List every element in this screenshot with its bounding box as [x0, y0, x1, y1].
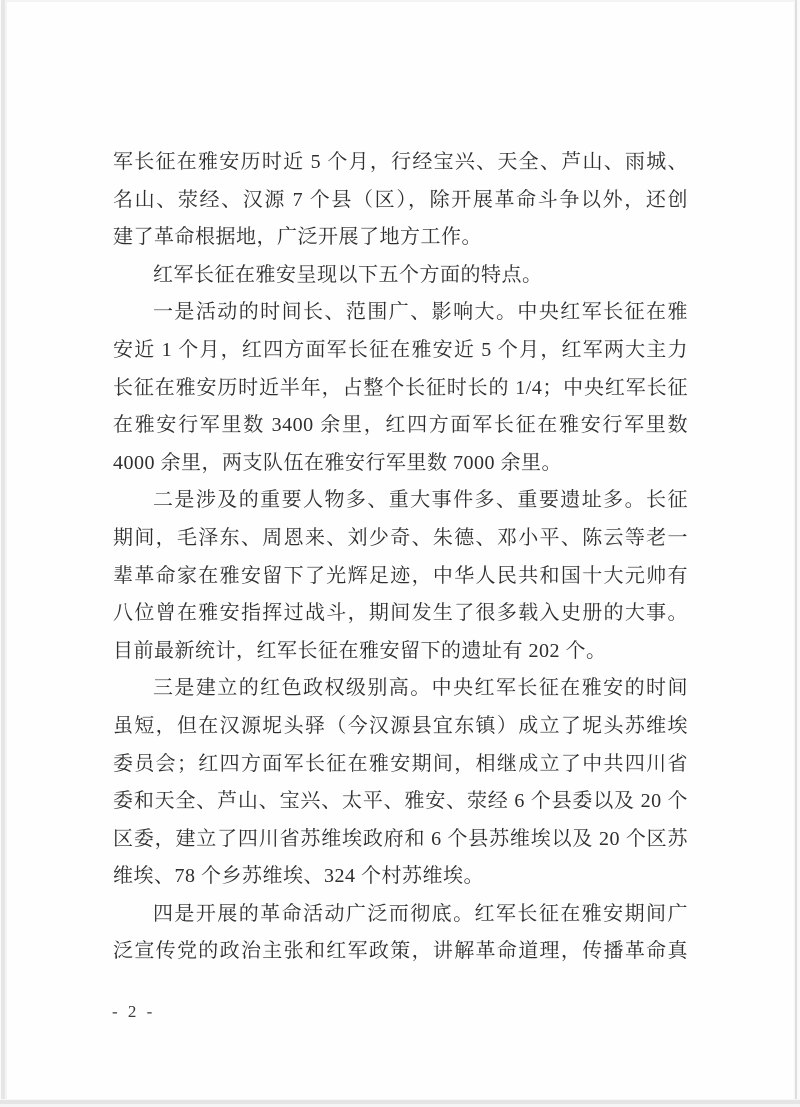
- text-line: 红军长征在雅安呈现以下五个方面的特点。: [153, 263, 543, 286]
- text-line: 二是涉及的重要人物多、重大事件多、重要遗址多。长征: [153, 489, 688, 512]
- scan-edge-right: [794, 0, 800, 1107]
- text-line: 期间，毛泽东、周恩来、刘少奇、朱德、邓小平、陈云等老一: [113, 526, 688, 549]
- page-number: - 2 -: [112, 1002, 156, 1021]
- text-line: 泛宣传党的政治主张和红军政策，讲解革命道理，传播革命真: [113, 940, 688, 963]
- scan-edge-top: [0, 0, 800, 2]
- text-line: 4000 余里，两支队伍在雅安行军里数 7000 余里。: [113, 451, 562, 474]
- text-line: 八位曾在雅安指挥过战斗，期间发生了很多载入史册的大事。: [113, 602, 688, 625]
- text-line: 三是建立的红色政权级别高。中央红军长征在雅安的时间: [153, 677, 688, 700]
- text-line: 长征在雅安历时近半年，占整个长征时长的 1/4；中央红军长征: [113, 376, 688, 399]
- text-line: 辈革命家在雅安留下了光辉足迹，中华人民共和国十大元帅有: [113, 564, 688, 587]
- text-line: 名山、荥经、汉源 7 个县（区），除开展革命斗争以外，还创: [113, 188, 688, 211]
- text-line: 维埃、78 个乡苏维埃、324 个村苏维埃。: [113, 865, 484, 888]
- text-line: 建了革命根据地，广泛开展了地方工作。: [113, 226, 482, 249]
- scan-edge-bottom: [0, 1099, 800, 1107]
- text-line: 安近 1 个月，红四方面军长征在雅安近 5 个月，红军两大主力: [113, 338, 688, 361]
- text-line: 一是活动的时间长、范围广、影响大。中央红军长征在雅: [153, 301, 688, 324]
- text-line: 委和天全、芦山、宝兴、太平、雅安、荥经 6 个县委以及 20 个: [113, 790, 688, 813]
- text-line: 四是开展的革命活动广泛而彻底。红军长征在雅安期间广: [153, 902, 688, 925]
- text-line: 军长征在雅安历时近 5 个月，行经宝兴、天全、芦山、雨城、: [113, 151, 688, 173]
- document-body: [113, 144, 688, 971]
- text-line: 区委，建立了四川省苏维埃政府和 6 个县苏维埃以及 20 个区苏: [113, 827, 688, 850]
- text-line: 虽短，但在汉源坭头驿（今汉源县宜东镇）成立了坭头苏维埃: [113, 714, 688, 737]
- scan-edge-left: [0, 0, 7, 1107]
- text-line: 委员会；红四方面军长征在雅安期间，相继成立了中共四川省: [113, 752, 688, 775]
- text-line: 目前最新统计，红军长征在雅安留下的遗址有 202 个。: [113, 639, 607, 662]
- text-line: 在雅安行军里数 3400 余里，红四方面军长征在雅安行军里数: [113, 414, 688, 437]
